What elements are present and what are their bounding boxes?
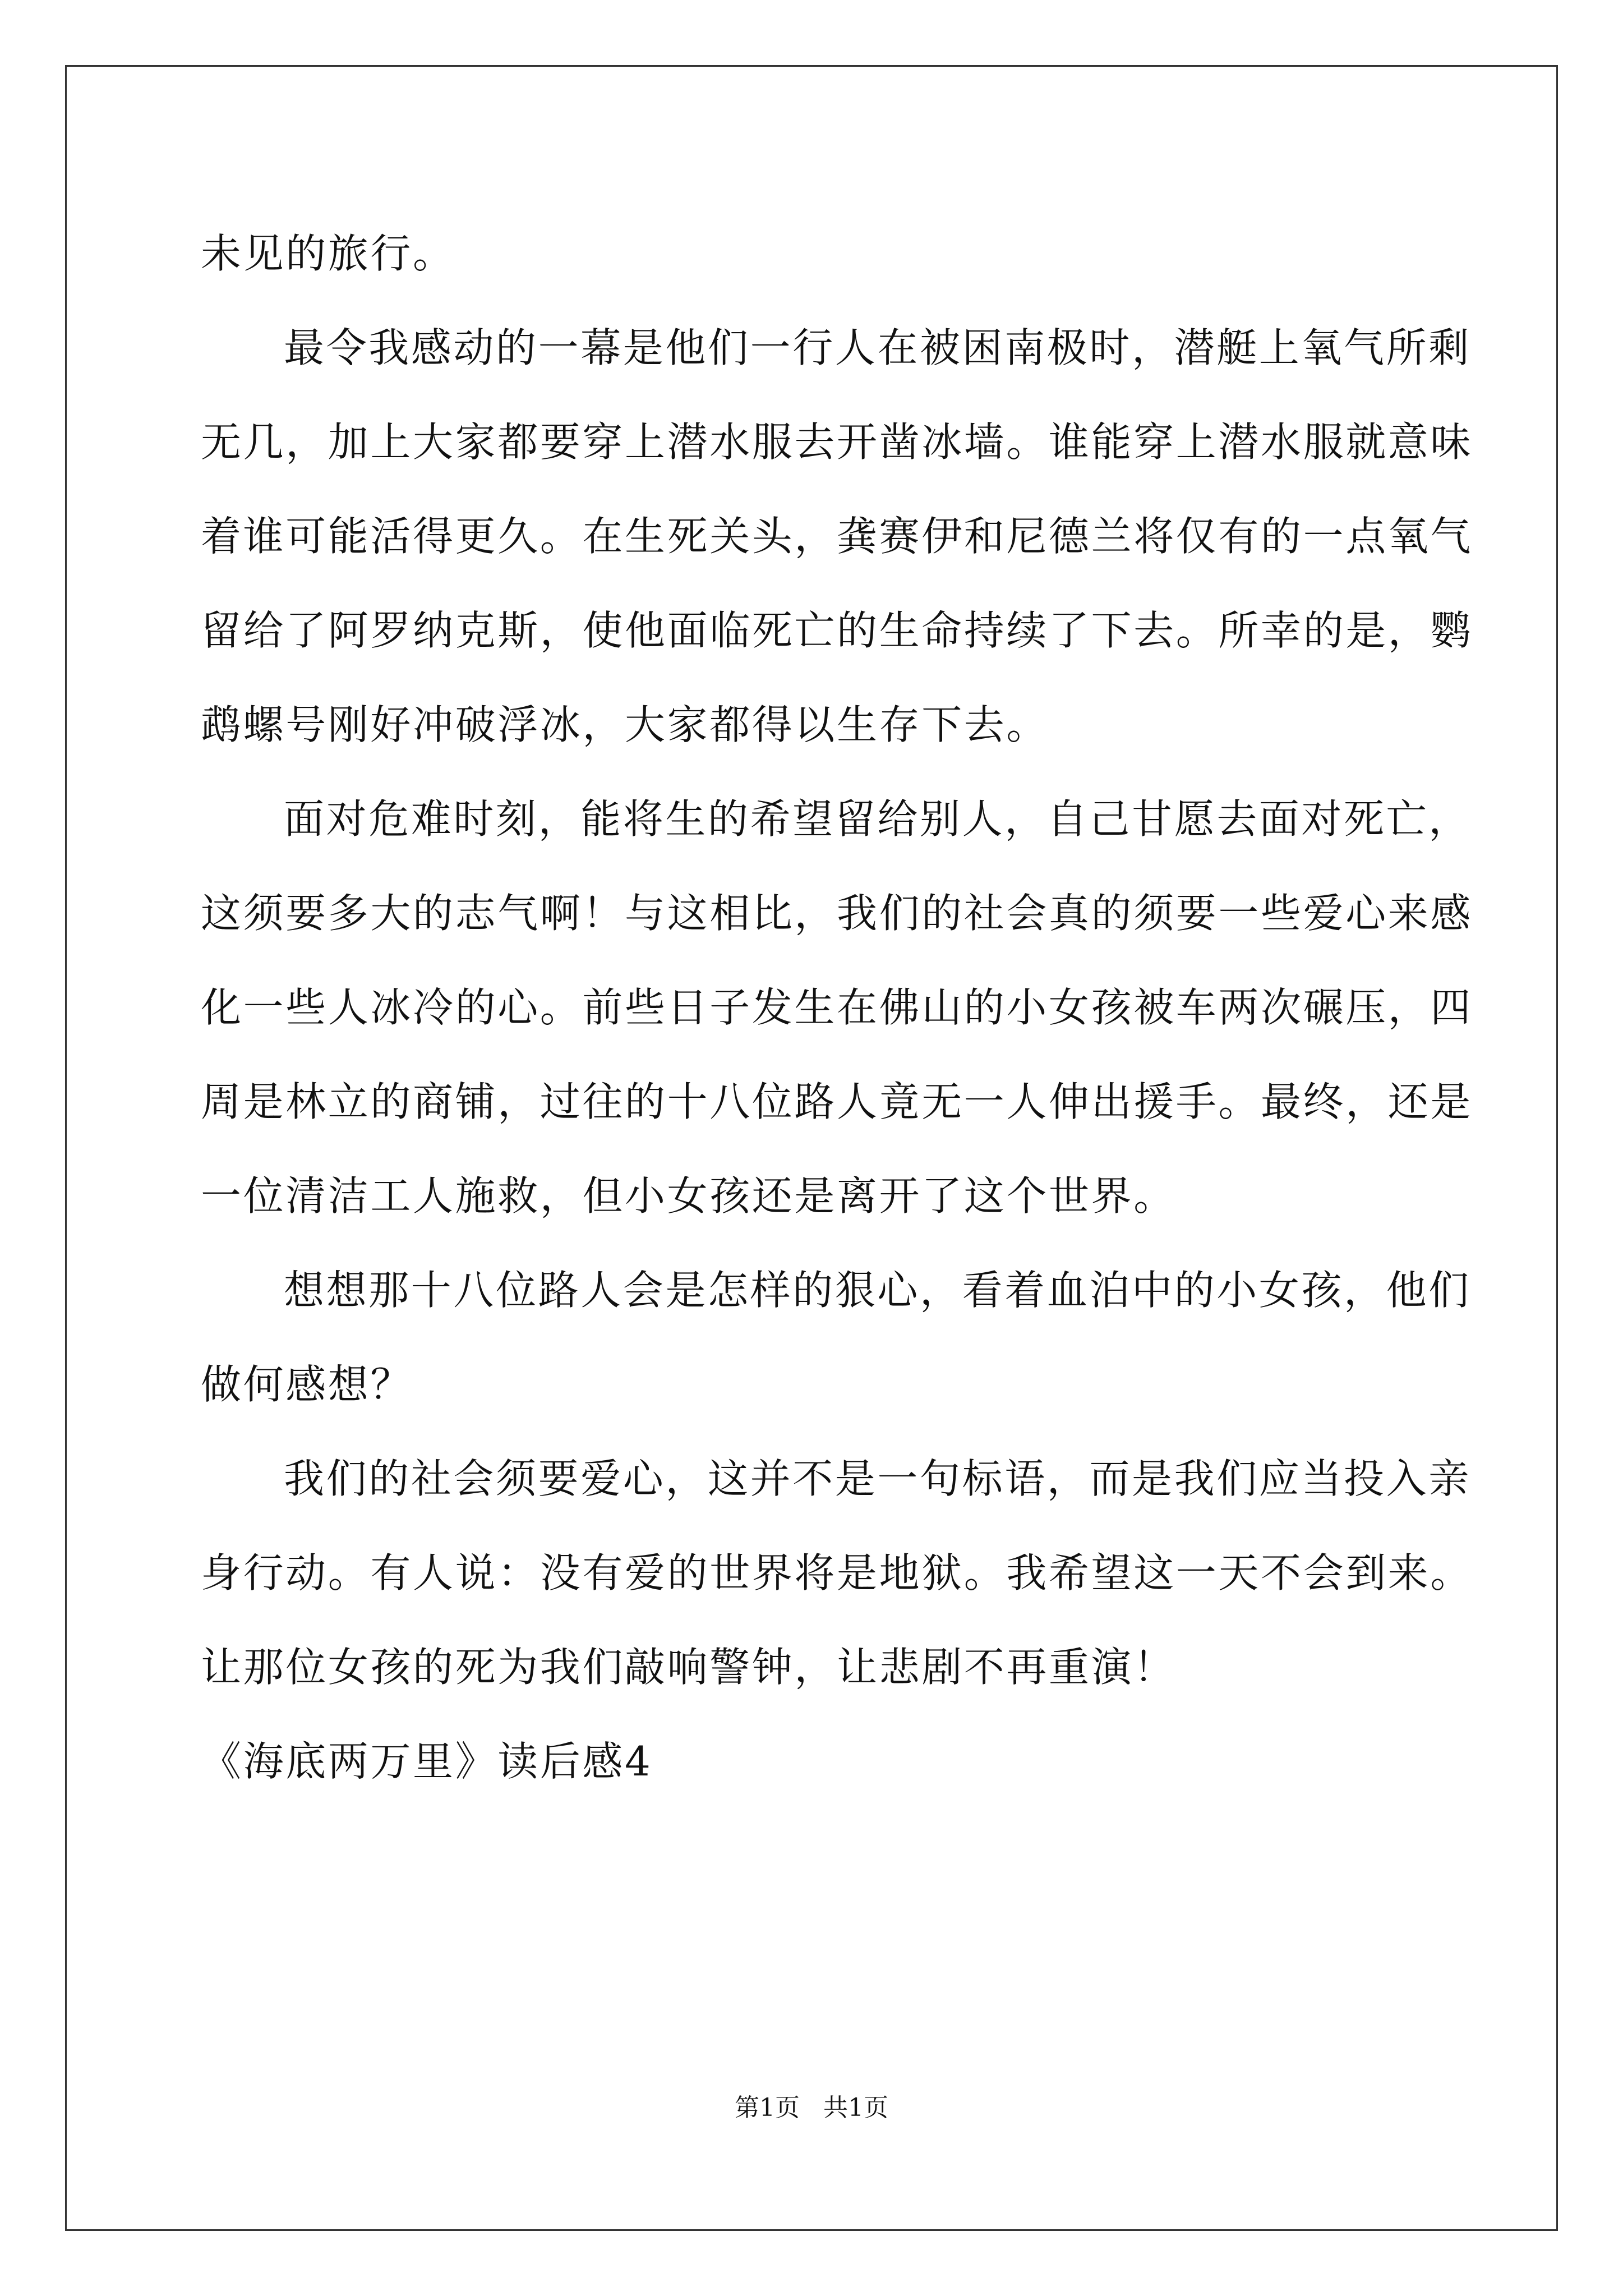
paragraph-line: 鹉螺号刚好冲破浮冰，大家都得以生存下去。 (201, 701, 1049, 748)
paragraph-line: 想想那十八位路人会是怎样的狠心，看着血泊中的小女孩，他们 (284, 1267, 1471, 1314)
paragraph-line: 做何感想？ (201, 1361, 413, 1408)
paragraph-line: 未见的旅行。 (201, 230, 455, 277)
paragraph-line: 面对危难时刻，能将生的希望留给别人，自己甘愿去面对死亡， (284, 795, 1471, 843)
document-body (201, 206, 1473, 1809)
paragraph-line: 最令我感动的一幕是他们一行人在被困南极时，潜艇上氧气所剩 (284, 324, 1471, 371)
paragraph-line: 化一些人冰冷的心。前些日子发生在佛山的小女孩被车两次碾压，四 (201, 984, 1473, 1031)
paragraph-line: 身行动。有人说：没有爱的世界将是地狱。我希望这一天不会到来。 (201, 1549, 1473, 1596)
paragraph-line: 这须要多大的志气啊！与这相比，我们的社会真的须要一些爱心来感 (201, 890, 1473, 937)
paragraph-line: 周是林立的商铺，过往的十八位路人竟无一人伸出援手。最终，还是 (201, 1078, 1473, 1125)
paragraph-line: 无几，加上大家都要穿上潜水服去开凿冰墙。谁能穿上潜水服就意味 (201, 418, 1473, 466)
paragraph-line: 着谁可能活得更久。在生死关头，龚赛伊和尼德兰将仅有的一点氧气 (201, 513, 1473, 560)
paragraph-line: 让那位女孩的死为我们敲响警钟，让悲剧不再重演！ (201, 1644, 1176, 1691)
paragraph-line: 留给了阿罗纳克斯，使他面临死亡的生命持续了下去。所幸的是，鹦 (201, 607, 1473, 654)
paragraph-line: 一位清洁工人施救，但小女孩还是离开了这个世界。 (201, 1172, 1176, 1220)
paragraph-line: 我们的社会须要爱心，这并不是一句标语，而是我们应当投入亲 (284, 1455, 1471, 1502)
section-heading: 《海底两万里》读后感4 (201, 1738, 653, 1785)
page-footer: 第1页 共1页 (735, 2093, 888, 2122)
